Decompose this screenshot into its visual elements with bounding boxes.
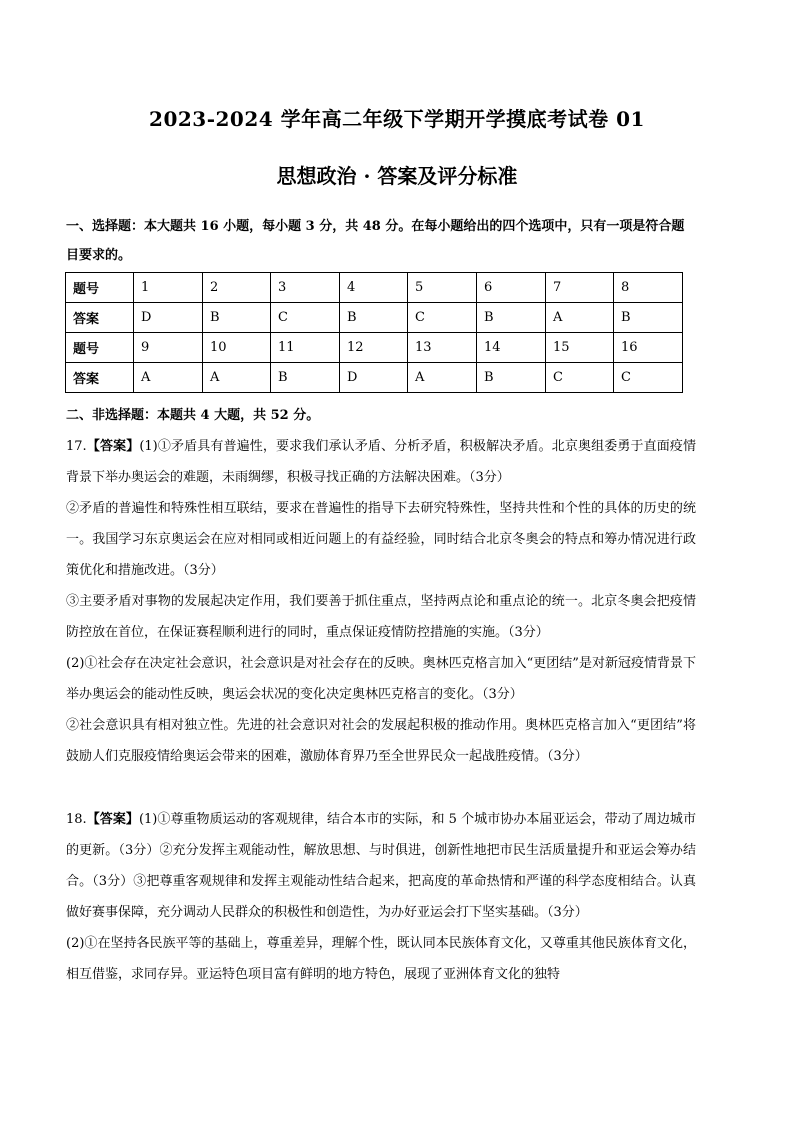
table-cell: B <box>477 303 546 333</box>
table-cell: A <box>408 363 477 393</box>
answer-paragraph <box>66 804 696 928</box>
table-cell: D <box>340 363 408 393</box>
table-row <box>66 363 683 393</box>
table-cell: 11 <box>271 333 340 363</box>
table-cell: 2 <box>203 273 271 303</box>
answer-label: 【答案】 <box>86 812 139 827</box>
answer-paragraph: ③主要矛盾对事物的发展起决定作用，我们要善于抓住重点，坚持两点论和重点论的统一。北京冬奥会把疫情防控放在首位，在保证赛程顺利进行的同时，重点保证疫情防控措施的实施。（3分） <box>66 594 696 640</box>
answer-label: 【答案】 <box>86 439 140 454</box>
question-number: 18. <box>66 812 87 827</box>
section-2-heading: 二、非选择题：本题共 4 大题，共 52 分。 <box>66 408 320 423</box>
row-label-cell: 答案 <box>66 303 134 333</box>
table-cell: C <box>546 363 614 393</box>
table-cell: B <box>340 303 408 333</box>
table-row <box>66 303 683 333</box>
table-cell: C <box>614 363 683 393</box>
table-cell: C <box>271 303 340 333</box>
answer-text: (1)①尊重物质运动的客观规律，结合本市的实际，和 5 个城市协办本届亚运会，带动了周边城市的更新。（3分）②充分发挥主观能动性，解放思想、与时俱进，创新性地把市民生活质量提升和亚运会筹办结合。（3分）③把尊重客观规律和发挥主观能动性结合起来，把高度的革命热情和严谨的科学态度相结合。认真做好赛事保障，充分调动人民群众的积极性和创造性，为办好亚运会打下坚实基础。（3分） <box>66 812 696 920</box>
document-title: 2023-2024 学年高二年级下学期开学摸底考试卷 01 <box>149 107 645 131</box>
table-cell: 16 <box>614 333 683 363</box>
table-cell: 12 <box>340 333 408 363</box>
question-18-answer <box>66 804 696 990</box>
table-cell: D <box>134 303 203 333</box>
table-cell: 6 <box>477 273 546 303</box>
answer-table <box>65 272 683 393</box>
table-cell: 9 <box>134 333 203 363</box>
table-cell: 10 <box>203 333 271 363</box>
table-cell: B <box>477 363 546 393</box>
table-cell: 13 <box>408 333 477 363</box>
table-cell: 15 <box>546 333 614 363</box>
table-cell: B <box>614 303 683 333</box>
table-cell: 5 <box>408 273 477 303</box>
table-cell: 3 <box>271 273 340 303</box>
table-cell: 7 <box>546 273 614 303</box>
table-cell: A <box>546 303 614 333</box>
table-cell: A <box>134 363 203 393</box>
table-row <box>66 273 683 303</box>
table-cell: 4 <box>340 273 408 303</box>
table-cell: B <box>203 303 271 333</box>
row-label-cell: 答案 <box>66 363 134 393</box>
table-cell: C <box>408 303 477 333</box>
table-cell: 1 <box>134 273 203 303</box>
question-17-answer <box>66 431 696 772</box>
answer-paragraph <box>66 431 696 493</box>
row-label-cell: 题号 <box>66 273 134 303</box>
table-cell: 14 <box>477 333 546 363</box>
table-cell: B <box>271 363 340 393</box>
answer-paragraph: ②社会意识具有相对独立性。先进的社会意识对社会的发展起积极的推动作用。奥林匹克格言加入“更团结”将鼓励人们克服疫情给奥运会带来的困难，激励体育界乃至全世界民众一起战胜疫情。（3分） <box>66 718 696 764</box>
answer-paragraph: (2)①社会存在决定社会意识，社会意识是对社会存在的反映。奥林匹克格言加入“更团结”是对新冠疫情背景下举办奥运会的能动性反映，奥运会状况的变化决定奥林匹克格言的变化。（3分） <box>66 656 696 702</box>
table-cell: A <box>203 363 271 393</box>
answer-text: (1)①矛盾具有普遍性，要求我们承认矛盾、分析矛盾，积极解决矛盾。北京奥组委勇于直面疫情背景下举办奥运会的难题，未雨绸缪，积极寻找正确的方法解决困难。（3分） <box>66 439 696 485</box>
table-row <box>66 333 683 363</box>
table-cell: 8 <box>614 273 683 303</box>
document-subtitle: 思想政治 · 答案及评分标准 <box>276 164 518 188</box>
row-label-cell: 题号 <box>66 333 134 363</box>
question-number: 17. <box>66 439 87 454</box>
section-1-heading: 一、选择题：本大题共 16 小题，每小题 3 分，共 48 分。在每小题给出的四个选项中，只有一项是符合题目要求的。 <box>66 219 685 263</box>
answer-paragraph: (2)①在坚持各民族平等的基础上，尊重差异，理解个性，既认同本民族体育文化，又尊重其他民族体育文化，相互借鉴，求同存异。亚运特色项目富有鲜明的地方特色，展现了亚洲体育文化的独特 <box>66 936 696 982</box>
answer-paragraph: ②矛盾的普遍性和特殊性相互联结，要求在普遍性的指导下去研究特殊性，坚持共性和个性的具体的历史的统一。我国学习东京奥运会在应对相同或相近问题上的有益经验，同时结合北京冬奥会的特点和筹办情况进行政策优化和措施改进。（3分） <box>66 501 696 578</box>
